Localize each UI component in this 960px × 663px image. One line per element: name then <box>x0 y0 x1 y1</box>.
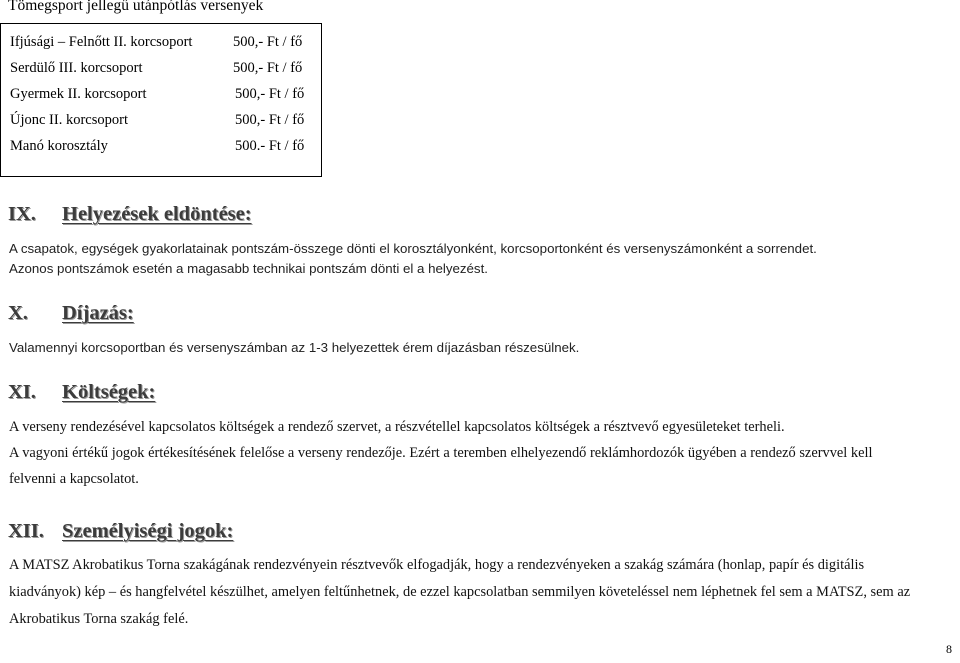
section-text-line: A verseny rendezésével kapcsolatos költségek a rendező szervet, a részvétellel kapcsolatos költségek a résztvevő egyesületeket terheli. <box>9 419 785 435</box>
fee-category: Gyermek II. korcsoport <box>10 86 147 102</box>
section-title: Személyiségi jogok: <box>62 520 234 542</box>
section-title: Helyezések eldöntése: <box>62 203 252 225</box>
section-number: XII. <box>8 520 44 542</box>
section-heading-x <box>8 302 134 325</box>
fee-category: Manó korosztály <box>10 138 108 154</box>
section-number: IX. <box>8 203 36 225</box>
section-heading-ix <box>8 203 252 226</box>
fee-table <box>0 23 322 177</box>
fee-row <box>1 138 321 164</box>
fee-price: 500,- Ft / fő <box>235 112 305 128</box>
fee-category: Ifjúsági – Felnőtt II. korcsoport <box>10 34 193 50</box>
section-title: Díjazás: <box>62 302 134 324</box>
section-number: XI. <box>8 381 36 403</box>
section-heading-xii <box>8 520 233 543</box>
section-text-line: A MATSZ Akrobatikus Torna szakágának rendezvényein résztvevők elfogadják, hogy a rendezvényeken a szakág számára (honlap, papír és digitális <box>9 557 865 573</box>
fee-row <box>1 60 321 86</box>
fee-row <box>1 112 321 138</box>
fee-row <box>1 86 321 112</box>
section-text-line: felvenni a kapcsolatot. <box>9 471 139 487</box>
fee-table-heading: Tömegsport jellegű utánpótlás versenyek <box>8 0 264 14</box>
section-heading-xi <box>8 381 155 404</box>
section-title: Költségek: <box>62 381 156 403</box>
section-text-line: kiadványok) kép – és hangfelvétel készülhet, amelyen feltűnhetnek, de ezzel kapcsolatban semmilyen követeléssel nem léphetnek fel sem a MATSZ, sem az <box>9 584 911 600</box>
section-text-line: A csapatok, egységek gyakorlatainak pontszám-összege dönti el korosztályonként, korcsoportonként és versenyszámonként a sorrendet. <box>9 241 817 256</box>
fee-row <box>1 34 321 60</box>
fee-price: 500,- Ft / fő <box>235 86 305 102</box>
fee-price: 500,- Ft / fő <box>233 34 303 50</box>
fee-price: 500,- Ft / fő <box>233 60 303 76</box>
section-text-line: Akrobatikus Torna szakág felé. <box>9 611 189 627</box>
section-number: X. <box>8 302 28 324</box>
section-text-line: Azonos pontszámok esetén a magasabb technikai pontszám dönti el a helyezést. <box>9 261 488 276</box>
page-number: 8 <box>946 642 952 656</box>
fee-price: 500.- Ft / fő <box>235 138 305 154</box>
fee-category: Serdülő III. korcsoport <box>10 60 143 76</box>
section-text-line: A vagyoni értékű jogok értékesítésének felelőse a verseny rendezője. Ezért a teremben elhelyezendő reklámhordozók ügyében a rendező szervvel kell <box>9 445 873 461</box>
fee-category: Újonc II. korcsoport <box>10 112 128 128</box>
section-text-line: Valamennyi korcsoportban és versenyszámban az 1-3 helyezettek érem díjazásban részesülnek. <box>9 340 580 355</box>
